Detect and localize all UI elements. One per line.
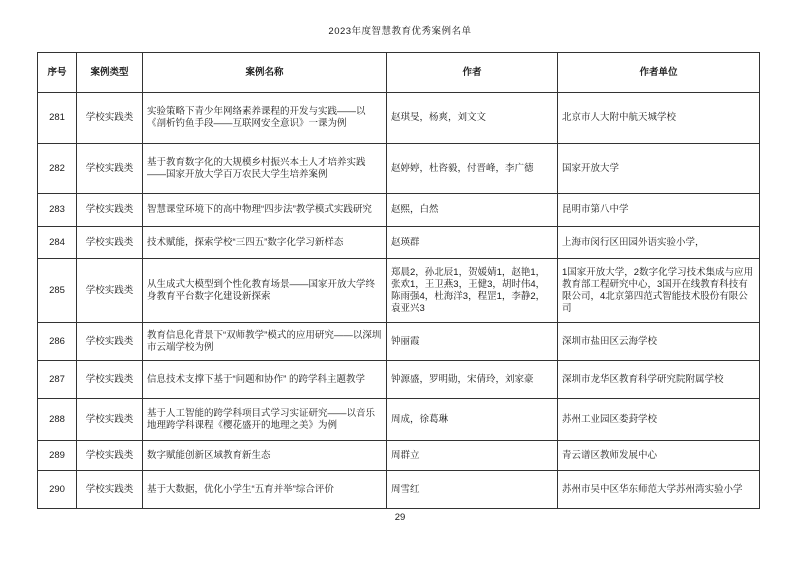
case-type-cell: 学校实践类	[77, 441, 143, 471]
case-number-cell: 281	[38, 93, 77, 144]
table-row	[38, 471, 760, 509]
case-name-cell: 数字赋能创新区域教育新生态	[143, 441, 387, 471]
case-org-cell: 昆明市第八中学	[558, 194, 760, 227]
case-authors-cell: 赵婷婷，杜咨毅，付晋峰，李广德	[387, 144, 558, 194]
case-number-cell: 286	[38, 323, 77, 361]
case-type-cell: 学校实践类	[77, 93, 143, 144]
case-authors-cell: 周群立	[387, 441, 558, 471]
table-row	[38, 227, 760, 259]
case-org-cell: 国家开放大学	[558, 144, 760, 194]
document-title: 2023年度智慧教育优秀案例名单	[328, 26, 472, 37]
col-header-type: 案例类型	[77, 53, 143, 93]
case-number-cell: 290	[38, 471, 77, 509]
case-type-cell: 学校实践类	[77, 144, 143, 194]
case-authors-cell: 赵瑛群	[387, 227, 558, 259]
col-header-org: 作者单位	[558, 53, 760, 93]
table-row	[38, 194, 760, 227]
case-name-cell: 智慧课堂环境下的高中物理“四步法”教学模式实践研究	[143, 194, 387, 227]
case-name-cell: 教育信息化背景下“双师教学”模式的应用研究——以深圳市云端学校为例	[143, 323, 387, 361]
col-header-name: 案例名称	[143, 53, 387, 93]
case-org-cell: 苏州市吴中区华东师范大学苏州湾实验小学	[558, 471, 760, 509]
case-type-cell: 学校实践类	[77, 259, 143, 323]
case-authors-cell: 赵琪旻，杨爽，刘文文	[387, 93, 558, 144]
case-number-cell: 282	[38, 144, 77, 194]
case-authors-cell: 郑晨2，孙北辰1，贺媛婧1，赵艳1，张欢1，王卫燕3，王健3，胡时伟4，陈雨强4，杜海洋3，程罡1，李静2，袁亚兴3	[387, 259, 558, 323]
case-authors-cell: 周成，徐葛琳	[387, 399, 558, 441]
case-number-cell: 287	[38, 361, 77, 399]
table-row	[38, 144, 760, 194]
case-number-cell: 289	[38, 441, 77, 471]
case-authors-cell: 钟丽霞	[387, 323, 558, 361]
table-row	[38, 361, 760, 399]
cases-table	[37, 52, 760, 509]
case-type-cell: 学校实践类	[77, 194, 143, 227]
page-number: 29	[394, 512, 406, 523]
case-org-cell: 1国家开放大学，2数字化学习技术集成与应用教育部工程研究中心，3国开在线教育科技有限公司，4北京第四范式智能技术股份有限公司	[558, 259, 760, 323]
col-header-no: 序号	[38, 53, 77, 93]
case-number-cell: 288	[38, 399, 77, 441]
table-row	[38, 323, 760, 361]
table-row	[38, 441, 760, 471]
case-type-cell: 学校实践类	[77, 471, 143, 509]
case-number-cell: 284	[38, 227, 77, 259]
table-header-row	[38, 53, 760, 93]
case-authors-cell: 钟源盛，罗明勋，宋倩玲，刘家豪	[387, 361, 558, 399]
case-type-cell: 学校实践类	[77, 361, 143, 399]
table-row	[38, 399, 760, 441]
case-org-cell: 苏州工业园区娄葑学校	[558, 399, 760, 441]
case-name-cell: 信息技术支撑下基于“问题和协作” 的跨学科主题教学	[143, 361, 387, 399]
case-authors-cell: 赵熙，白然	[387, 194, 558, 227]
case-org-cell: 北京市人大附中航天城学校	[558, 93, 760, 144]
case-name-cell: 实验策略下青少年网络素养课程的开发与实践——以《剖析钓鱼手段——互联网安全意识》一课为例	[143, 93, 387, 144]
case-org-cell: 深圳市龙华区教育科学研究院附属学校	[558, 361, 760, 399]
case-authors-cell: 周雪红	[387, 471, 558, 509]
case-org-cell: 青云谱区教师发展中心	[558, 441, 760, 471]
case-org-cell: 深圳市盐田区云海学校	[558, 323, 760, 361]
case-number-cell: 285	[38, 259, 77, 323]
case-name-cell: 基于大数据，优化小学生“五育并举”综合评价	[143, 471, 387, 509]
case-type-cell: 学校实践类	[77, 399, 143, 441]
table-row	[38, 93, 760, 144]
col-header-authors: 作者	[387, 53, 558, 93]
case-name-cell: 基于人工智能的跨学科项目式学习实证研究——以音乐地理跨学科课程《樱花盛开的地理之美》为例	[143, 399, 387, 441]
case-name-cell: 基于教育数字化的大规模乡村振兴本土人才培养实践——国家开放大学百万农民大学生培养案例	[143, 144, 387, 194]
case-number-cell: 283	[38, 194, 77, 227]
table-row	[38, 259, 760, 323]
case-org-cell: 上海市闵行区田园外语实验小学，	[558, 227, 760, 259]
case-type-cell: 学校实践类	[77, 323, 143, 361]
case-name-cell: 技术赋能，探索学校“三四五”数字化学习新样态	[143, 227, 387, 259]
case-name-cell: 从生成式大模型到个性化教育场景——国家开放大学终身教育平台数字化建设新探索	[143, 259, 387, 323]
case-type-cell: 学校实践类	[77, 227, 143, 259]
